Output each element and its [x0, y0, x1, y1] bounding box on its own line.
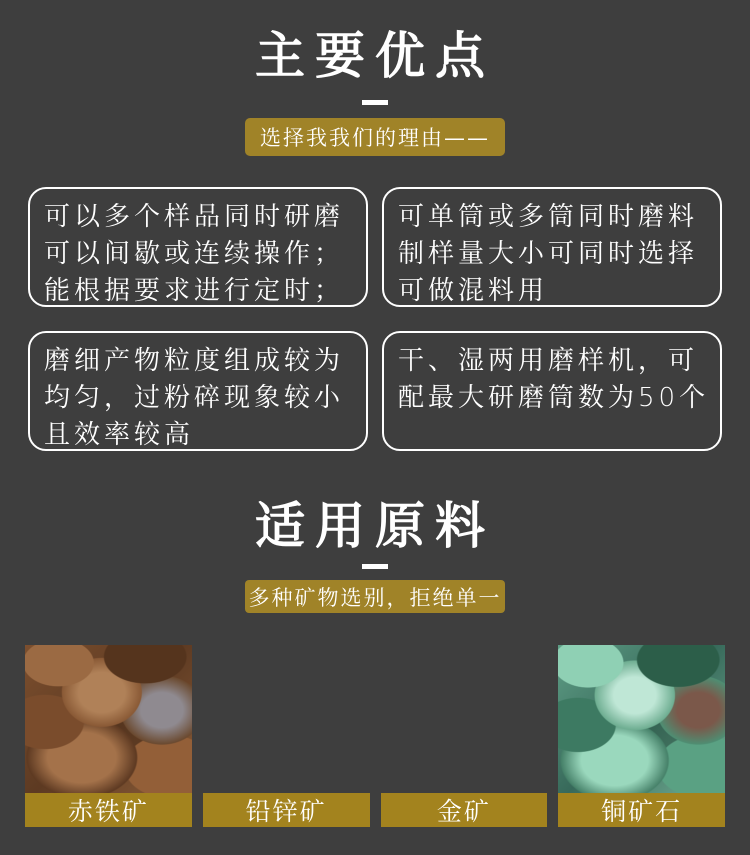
advantage-box-grid: [28, 187, 722, 451]
advantage-text-line: 可单筒或多筒同时磨料: [398, 202, 699, 232]
advantage-text-line: 制样量大小可同时选择: [398, 239, 699, 269]
advantage-box-1: [28, 187, 368, 307]
advantage-box-3: [28, 331, 368, 451]
advantage-text-line: 均匀，过粉碎现象较小: [44, 383, 345, 413]
mineral-label: 铅锌矿: [203, 793, 370, 827]
copper-ore-photo: [558, 645, 725, 793]
mineral-card-hematite: [25, 645, 192, 827]
advantage-text-line: 配最大研磨筒数为50个: [398, 383, 710, 413]
advantage-text-line: 干、湿两用磨样机，可: [398, 346, 699, 376]
mineral-card-lead-zinc: [203, 645, 370, 827]
lead-zinc-ore-photo: [203, 645, 370, 793]
gold-ore-photo: [381, 645, 548, 793]
mineral-label: 铜矿石: [558, 793, 725, 827]
advantages-banner: 选择我我们的理由——: [245, 118, 505, 156]
advantage-text-line: 可以多个样品同时研磨: [44, 202, 345, 232]
materials-title: 适用原料: [255, 497, 495, 555]
advantage-text-line: 能根据要求进行定时；: [44, 276, 345, 306]
mineral-label: 金矿: [381, 793, 548, 827]
materials-banner: 多种矿物选别，拒绝单一: [245, 580, 505, 613]
advantage-box-4: [382, 331, 722, 451]
title-divider: [362, 100, 388, 105]
advantage-box-2: [382, 187, 722, 307]
mineral-label: 赤铁矿: [25, 793, 192, 827]
advantage-text-line: 可以间歇或连续操作；: [44, 239, 345, 269]
mineral-card-gold: [381, 645, 548, 827]
mineral-card-row: [25, 645, 725, 827]
mineral-card-copper: [558, 645, 725, 827]
advantage-text-line: 磨细产物粒度组成较为: [44, 346, 345, 376]
advantage-text-line: 可做混料用: [398, 276, 549, 306]
title-divider: [362, 564, 388, 569]
advantages-title: 主要优点: [255, 27, 495, 85]
advantage-text-line: 且效率较高: [44, 420, 195, 450]
hematite-ore-photo: [25, 645, 192, 793]
